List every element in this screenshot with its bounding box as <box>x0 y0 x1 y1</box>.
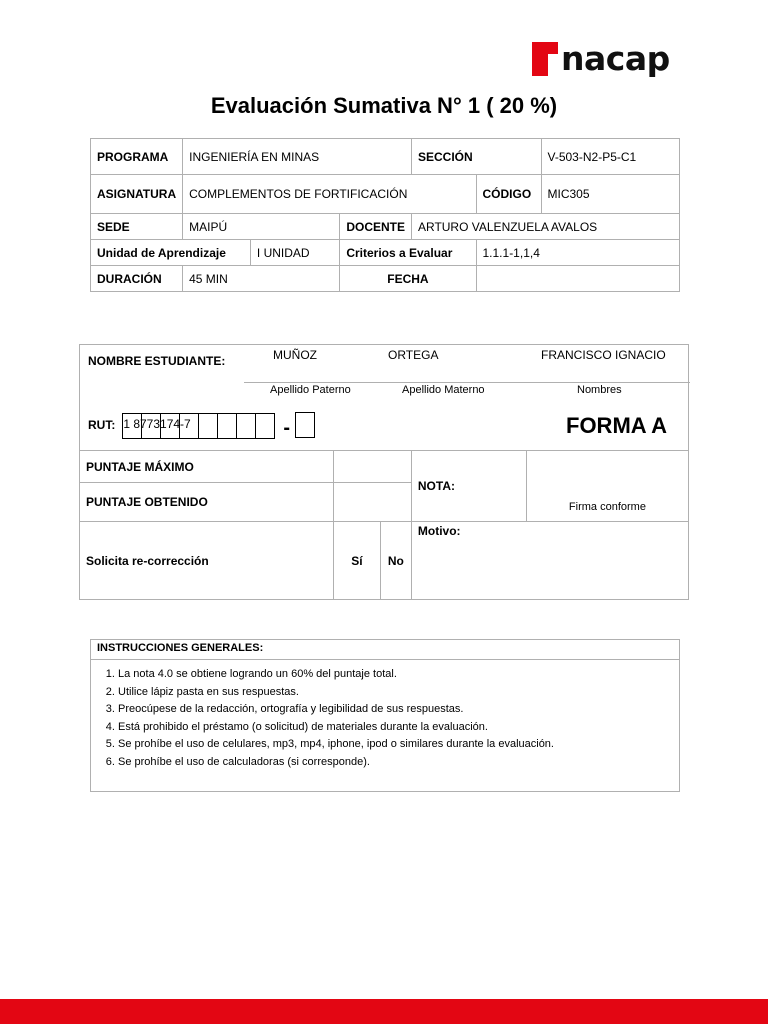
seccion-value: V-503-N2-P5-C1 <box>541 139 680 175</box>
puntaje-maximo-value[interactable] <box>333 451 411 483</box>
nombres-label: Nombres <box>577 383 622 396</box>
instructions-box <box>90 639 680 792</box>
criterios-label: Criterios a Evaluar <box>340 240 476 266</box>
nota-label: NOTA: <box>411 451 526 522</box>
puntaje-maximo-label: PUNTAJE MÁXIMO <box>80 451 334 483</box>
footer-bar <box>0 999 768 1024</box>
list-item: 6. Se prohíbe el uso de calculadoras (si corresponde). <box>118 754 679 772</box>
course-info-table <box>90 138 680 292</box>
apellido-paterno-value: MUÑOZ <box>273 348 317 362</box>
rut-dv-field[interactable] <box>295 412 315 438</box>
asignatura-value: COMPLEMENTOS DE FORTIFICACIÓN <box>183 175 476 214</box>
puntaje-obtenido-value[interactable] <box>333 483 411 522</box>
recorreccion-label: Solicita re-corrección <box>80 522 334 600</box>
firma-conforme-label: Firma conforme <box>568 501 646 513</box>
programa-label: PROGRAMA <box>91 139 183 175</box>
codigo-value: MIC305 <box>541 175 680 214</box>
no-option[interactable]: No <box>380 522 411 600</box>
nombres-value: FRANCISCO IGNACIO <box>541 348 666 362</box>
nombre-estudiante-label: NOMBRE ESTUDIANTE: <box>88 354 226 368</box>
docente-value: ARTURO VALENZUELA AVALOS <box>411 214 679 240</box>
duracion-label: DURACIÓN <box>91 266 183 292</box>
list-item: 1. La nota 4.0 se obtiene logrando un 60% del puntaje total. <box>118 666 679 684</box>
rut-dash: - <box>283 416 290 439</box>
rut-label: RUT: <box>88 418 116 432</box>
programa-value: INGENIERÍA EN MINAS <box>183 139 412 175</box>
apellido-paterno-label: Apellido Paterno <box>270 383 351 396</box>
sede-value: MAIPÚ <box>183 214 340 240</box>
duracion-value: 45 MIN <box>183 266 340 292</box>
list-item: 2. Utilice lápiz pasta en sus respuestas. <box>118 684 679 702</box>
asignatura-label: ASIGNATURA <box>91 175 183 214</box>
seccion-label: SECCIÓN <box>411 139 541 175</box>
logo-text: nacap <box>561 39 670 78</box>
list-item: 5. Se prohíbe el uso de celulares, mp3, mp4, iphone, ipod o similares durante la evaluación. <box>118 736 679 754</box>
inacap-logo <box>532 38 670 76</box>
motivo-label: Motivo: <box>411 522 688 600</box>
sede-label: SEDE <box>91 214 183 240</box>
fecha-label: FECHA <box>340 266 476 292</box>
student-table <box>79 344 689 600</box>
si-option[interactable]: Sí <box>333 522 380 600</box>
forma-label: FORMA A <box>566 412 668 438</box>
instructions-header: INSTRUCCIONES GENERALES: <box>91 640 679 660</box>
list-item: 3. Preocúpese de la redacción, ortografía y legibilidad de sus respuestas. <box>118 701 679 719</box>
codigo-label: CÓDIGO <box>476 175 541 214</box>
unidad-value: I UNIDAD <box>250 240 339 266</box>
list-item: 4. Está prohibido el préstamo (o solicitud) de materiales durante la evaluación. <box>118 719 679 737</box>
rut-value: 1 8773174-7 <box>123 417 191 431</box>
page-title: Evaluación Sumativa N° 1 ( 20 %) <box>210 93 558 118</box>
puntaje-obtenido-label: PUNTAJE OBTENIDO <box>80 483 334 522</box>
unidad-label: Unidad de Aprendizaje <box>91 240 251 266</box>
fecha-value[interactable] <box>476 266 680 292</box>
docente-label: DOCENTE <box>340 214 412 240</box>
apellido-materno-value: ORTEGA <box>388 348 439 362</box>
rut-field[interactable] <box>123 413 275 437</box>
instructions-list <box>91 666 679 771</box>
logo-mark-icon <box>532 42 558 76</box>
criterios-value: 1.1.1-1,1,4 <box>476 240 680 266</box>
apellido-materno-label: Apellido Materno <box>402 383 485 396</box>
